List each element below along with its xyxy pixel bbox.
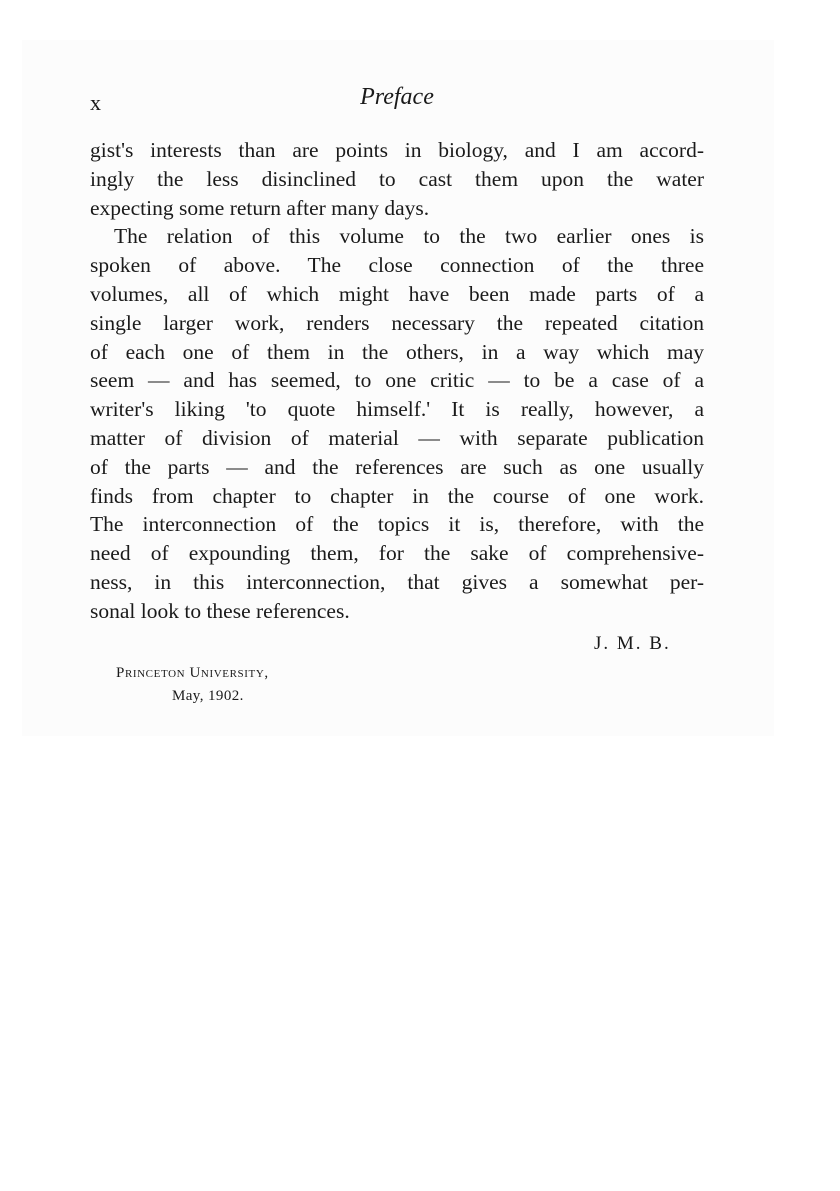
text-line: sonal look to these references. [90,598,350,623]
text-line: finds from chapter to chapter in the course of one work. [90,483,704,508]
text-line: The interconnection of the topics it is, therefore, with the [90,512,704,537]
text-line: of the parts — and the references are such as one usually [90,454,704,479]
text-line: ness, in this interconnection, that gives a somewhat per- [90,569,704,594]
signoff-place: Princeton University, [116,665,269,681]
running-title: Preface [360,84,434,110]
text-line: of each one of them in the others, in a way which may [90,339,704,364]
running-head [90,84,704,118]
text-line: ingly the less disinclined to cast them upon the water [90,166,704,191]
text-line: seem — and has seemed, to one critic — to be a case of a [90,368,704,393]
signoff-date: May, 1902. [172,688,244,704]
text-line: gist's interests than are points in biology, and I am accord- [90,138,704,162]
text-line: The relation of this volume to the two earlier ones is [114,224,704,249]
text-line: volumes, all of which might have been made parts of a [90,281,704,306]
preface-body [90,136,704,626]
page-number: x [90,90,102,115]
text-line: need of expounding them, for the sake of comprehensive- [90,541,704,566]
text-line: spoken of above. The close connection of the three [90,253,704,278]
text-line: writer's liking 'to quote himself.' It is really, however, a [90,397,704,422]
text-line: matter of division of material — with separate publication [90,425,704,450]
author-initials: J. M. B. [594,633,671,654]
text-line: single larger work, renders necessary the repeated citation [90,310,704,335]
text-line: expecting some return after many days. [90,195,430,220]
